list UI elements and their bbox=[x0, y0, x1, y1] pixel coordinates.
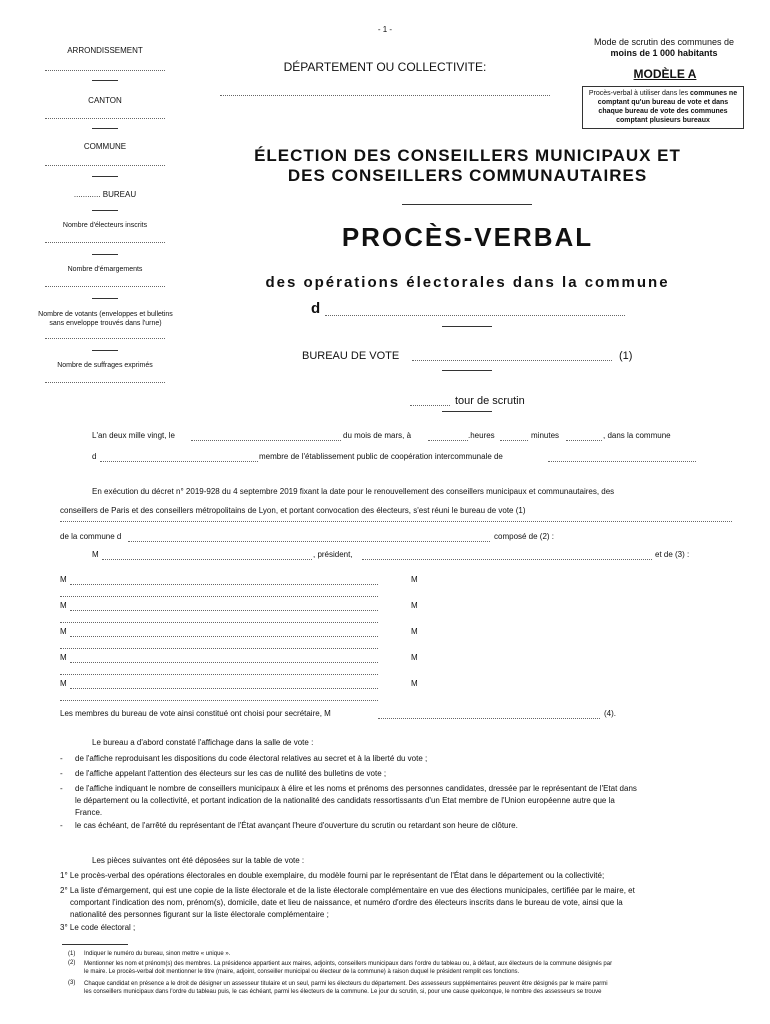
pieces-intro: Les pièces suivantes ont été déposées sur la table de vote : bbox=[92, 856, 305, 865]
modele-box-line1-bold: communes ne bbox=[690, 90, 738, 97]
assesseur-m: M bbox=[60, 679, 67, 688]
date-line-part3: .heures bbox=[468, 431, 495, 440]
bureau-vote-label: BUREAU DE VOTE bbox=[302, 350, 400, 362]
date-line-part2: du mois de mars, à bbox=[343, 431, 412, 440]
assesseur-field[interactable] bbox=[70, 688, 378, 689]
minute-field[interactable] bbox=[500, 440, 528, 441]
election-title bbox=[190, 146, 745, 186]
bureau-label bbox=[45, 190, 165, 200]
bullet-dash: - bbox=[60, 754, 63, 763]
decret-paragraph-line1: En exécution du décret n° 2019-928 du 4 septembre 2019 fixant la date pour le renouvellement des conseillers municipaux et communautaires, des bbox=[92, 487, 615, 496]
footnote-2-line1: Mentionner les nom et prénom(s) des membres. La présidence appartient aux maires, adjoints, conseillers municipaux dans l'ordre du tableau ou, à défaut, aux électeurs de la commune désignés par bbox=[84, 961, 613, 967]
footnote-number: (1) bbox=[68, 951, 76, 957]
epci-line-text: membre de l'établissement public de coopération intercommunale de bbox=[259, 452, 503, 461]
election-title-line1: ÉLECTION DES CONSEILLERS MUNICIPAUX ET bbox=[254, 146, 681, 165]
et-de-label: et de (3) : bbox=[655, 550, 690, 559]
separator bbox=[92, 350, 118, 351]
date-line-part1: L'an deux mille vingt, le bbox=[92, 431, 175, 440]
bureau-text: BUREAU bbox=[102, 190, 137, 199]
secretaire-label: Les membres du bureau de vote ainsi constitué ont choisi pour secrétaire, M bbox=[60, 709, 331, 718]
bullet-2: de l'affiche appelant l'attention des électeurs sur les cas de nullité des bulletins de vote ; bbox=[75, 769, 387, 778]
assesseur-field[interactable] bbox=[70, 584, 378, 585]
bureau-vote-field[interactable] bbox=[412, 360, 612, 361]
bullet-1: de l'affiche reproduisant les dispositions du code électoral relatives au secret et à la liberté du vote ; bbox=[75, 754, 428, 763]
footnote-3-line1: Chaque candidat en présence a le droit de désigner un assesseur titulaire et un seul, parmi les électeurs du département. Des assesseurs supplémentaires peuvent être désignés par le maire parmi bbox=[84, 981, 608, 987]
president-field[interactable] bbox=[102, 559, 312, 560]
modele-box-line2: comptant qu'un bureau de vote et dans bbox=[597, 99, 729, 106]
modele-box-line1-text: Procès-verbal à utiliser dans les bbox=[588, 90, 691, 97]
mode-scrutin-line2: moins de 1 000 habitants bbox=[610, 48, 718, 58]
votants-label-line2: sans enveloppe trouvés dans l'urne) bbox=[49, 320, 162, 327]
bullet-3: de l'affiche indiquant le nombre de conseillers municipaux à élire et les noms et prénoms des personnes candidates, dressée par le représentant de l'Etat dans bbox=[75, 784, 637, 793]
bullet-4: le cas échéant, de l'arrêté du représentant de l'État avançant l'heure d'ouverture du scrutin ou retardant son heure de clôture. bbox=[75, 821, 518, 830]
modele-label bbox=[590, 67, 740, 81]
commune-name-field[interactable] bbox=[325, 315, 625, 316]
assesseur-m-right: M bbox=[411, 601, 418, 610]
assesseur-field[interactable] bbox=[70, 610, 378, 611]
minute-value-field[interactable] bbox=[566, 440, 602, 441]
proces-verbal-title: PROCÈS-VERBAL bbox=[341, 222, 594, 252]
votants-label bbox=[28, 310, 183, 328]
assesseur-m-right: M bbox=[411, 653, 418, 662]
assesseur-field-2[interactable] bbox=[60, 596, 378, 597]
separator bbox=[92, 80, 118, 81]
bullet-dash: - bbox=[60, 769, 63, 778]
assesseur-m-right: M bbox=[411, 679, 418, 688]
electeurs-inscrits-field[interactable] bbox=[45, 242, 165, 243]
page-number: - 1 - bbox=[377, 25, 393, 34]
bureau-dots: ............ bbox=[73, 190, 101, 199]
commune-compose-field[interactable] bbox=[128, 541, 490, 542]
footnote-1: Indiquer le numéro du bureau, sinon mettre « unique ». bbox=[84, 951, 231, 957]
assesseur-field[interactable] bbox=[70, 636, 378, 637]
piece-2-end: nationalité des personnes figurant sur la liste électorale complémentaire ; bbox=[70, 910, 329, 919]
assesseur-m: M bbox=[60, 601, 67, 610]
separator bbox=[92, 210, 118, 211]
departement-field[interactable] bbox=[220, 95, 550, 96]
assesseur-m: M bbox=[60, 575, 67, 584]
footnote-3 bbox=[84, 980, 744, 996]
canton-field[interactable] bbox=[45, 118, 165, 119]
footnote-2-line2: le maire. Le procès-verbal doit mentionner le titre (maire, adjoint, conseiller municipal ou électeur de la commune) à raison duquel le président remplit ces fonctions. bbox=[84, 969, 520, 975]
arrondissement-label: ARRONDISSEMENT bbox=[67, 46, 143, 55]
mode-scrutin bbox=[578, 37, 750, 59]
assesseur-field[interactable] bbox=[70, 662, 378, 663]
assesseur-m: M bbox=[60, 627, 67, 636]
date-line-part5: , dans la commune bbox=[603, 431, 671, 440]
commune-line-field[interactable] bbox=[100, 461, 258, 462]
commune-label: COMMUNE bbox=[83, 142, 127, 151]
separator bbox=[92, 298, 118, 299]
hour-field[interactable] bbox=[428, 440, 468, 441]
modele-box-line3: chaque bureau de vote des communes bbox=[598, 108, 728, 115]
departement-label: DÉPARTEMENT OU COLLECTIVITE: bbox=[283, 60, 487, 74]
epci-line-d: d bbox=[92, 452, 97, 461]
assesseur-field-2[interactable] bbox=[60, 700, 378, 701]
electeurs-inscrits-label: Nombre d'électeurs inscrits bbox=[62, 222, 148, 229]
tour-field[interactable] bbox=[410, 405, 450, 406]
bureau-vote-note: (1) bbox=[619, 350, 633, 362]
separator bbox=[92, 128, 118, 129]
president-label: , président, bbox=[313, 550, 353, 559]
date-line-part4: minutes bbox=[531, 431, 560, 440]
modele-text: MODÈLE A bbox=[633, 67, 697, 81]
bullet-3-cont: le département ou la collectivité, et portant indication de la nationalité des candidats ressortissants d'un Etat membre de l'Union européenne autre que la bbox=[75, 796, 615, 805]
emargements-field[interactable] bbox=[45, 286, 165, 287]
assesseur-field-2[interactable] bbox=[60, 622, 378, 623]
footnote-number: (3) bbox=[68, 980, 76, 986]
piece-1: 1° Le procès-verbal des opérations électorales en double exemplaire, du modèle fourni par le représentant de l'État dans le département ou la collectivité; bbox=[60, 871, 605, 880]
affichage-intro: Le bureau a d'abord constaté l'affichage dans la salle de vote : bbox=[92, 738, 314, 747]
separator bbox=[442, 326, 492, 327]
assesseur-m-right: M bbox=[411, 627, 418, 636]
piece-2: 2° La liste d'émargement, qui est une copie de la liste électorale et de la liste électorale complémentaire en vue des élections municipales, certifiée par le maire, et bbox=[60, 886, 635, 895]
day-field[interactable] bbox=[191, 440, 341, 441]
assesseur-m-right: M bbox=[411, 575, 418, 584]
modele-box-line1 bbox=[583, 89, 743, 98]
canton-label: CANTON bbox=[88, 96, 122, 105]
election-title-line2: DES CONSEILLERS COMMUNAUTAIRES bbox=[287, 166, 648, 185]
assesseur-field-2[interactable] bbox=[60, 648, 378, 649]
votants-field[interactable] bbox=[45, 338, 165, 339]
footnote-2 bbox=[84, 960, 744, 976]
mode-scrutin-line1: Mode de scrutin des communes de bbox=[593, 37, 735, 47]
compose-suffix: composé de (2) : bbox=[494, 532, 555, 541]
bullet-dash: - bbox=[60, 821, 63, 830]
piece-2-cont: comportant l'indication des nom, prénom(s), domicile, date et lieu de naissance, et numéro d'ordre des électeurs inscrits dans le bureau de vote, ainsi que la bbox=[70, 898, 623, 907]
operations-subtitle: des opérations électorales dans la commune bbox=[265, 274, 670, 291]
suffrages-field[interactable] bbox=[45, 382, 165, 383]
bullet-dash: - bbox=[60, 784, 63, 793]
modele-box-line4: comptant plusieurs bureaux bbox=[616, 117, 710, 124]
commune-field[interactable] bbox=[45, 165, 165, 166]
epci-field[interactable] bbox=[548, 461, 696, 462]
separator bbox=[92, 176, 118, 177]
suffrages-label: Nombre de suffrages exprimés bbox=[57, 362, 153, 369]
bureau-number-field[interactable] bbox=[60, 521, 732, 522]
secretaire-note: (4). bbox=[604, 709, 616, 718]
separator bbox=[92, 254, 118, 255]
footnote-number: (2) bbox=[68, 960, 76, 966]
assesseur-m: M bbox=[60, 653, 67, 662]
decret-paragraph-line2: conseillers de Paris et des conseillers métropolitains de Lyon, et portant convocation des électeurs, s'est réuni le bureau de vote (1) bbox=[60, 506, 526, 515]
footnote-3-line2: les conseillers municipaux dans l'ordre du tableau puis, le cas échéant, parmi les électeurs de la commune. Le jour du scrutin, si, pour une cause quelconque, le nombre des assesseurs se trouve bbox=[84, 989, 602, 995]
president-m: M bbox=[92, 550, 99, 559]
separator bbox=[442, 411, 492, 412]
commune-d-label: d bbox=[311, 300, 321, 317]
separator bbox=[442, 370, 492, 371]
emargements-label: Nombre d'émargements bbox=[67, 266, 143, 273]
assesseur-field-2[interactable] bbox=[60, 674, 378, 675]
bullet-3-end: France. bbox=[75, 808, 103, 817]
modele-box bbox=[582, 86, 744, 129]
president-title-field[interactable] bbox=[362, 559, 652, 560]
title-underline bbox=[402, 204, 532, 205]
compose-label: de la commune d bbox=[60, 532, 122, 541]
secretaire-field[interactable] bbox=[378, 718, 600, 719]
arrondissement-field[interactable] bbox=[45, 70, 165, 71]
footnote-separator bbox=[62, 944, 128, 945]
piece-3: 3° Le code électoral ; bbox=[60, 923, 136, 932]
votants-label-line1: Nombre de votants (enveloppes et bulletins bbox=[38, 311, 173, 318]
tour-label: tour de scrutin bbox=[455, 395, 525, 407]
